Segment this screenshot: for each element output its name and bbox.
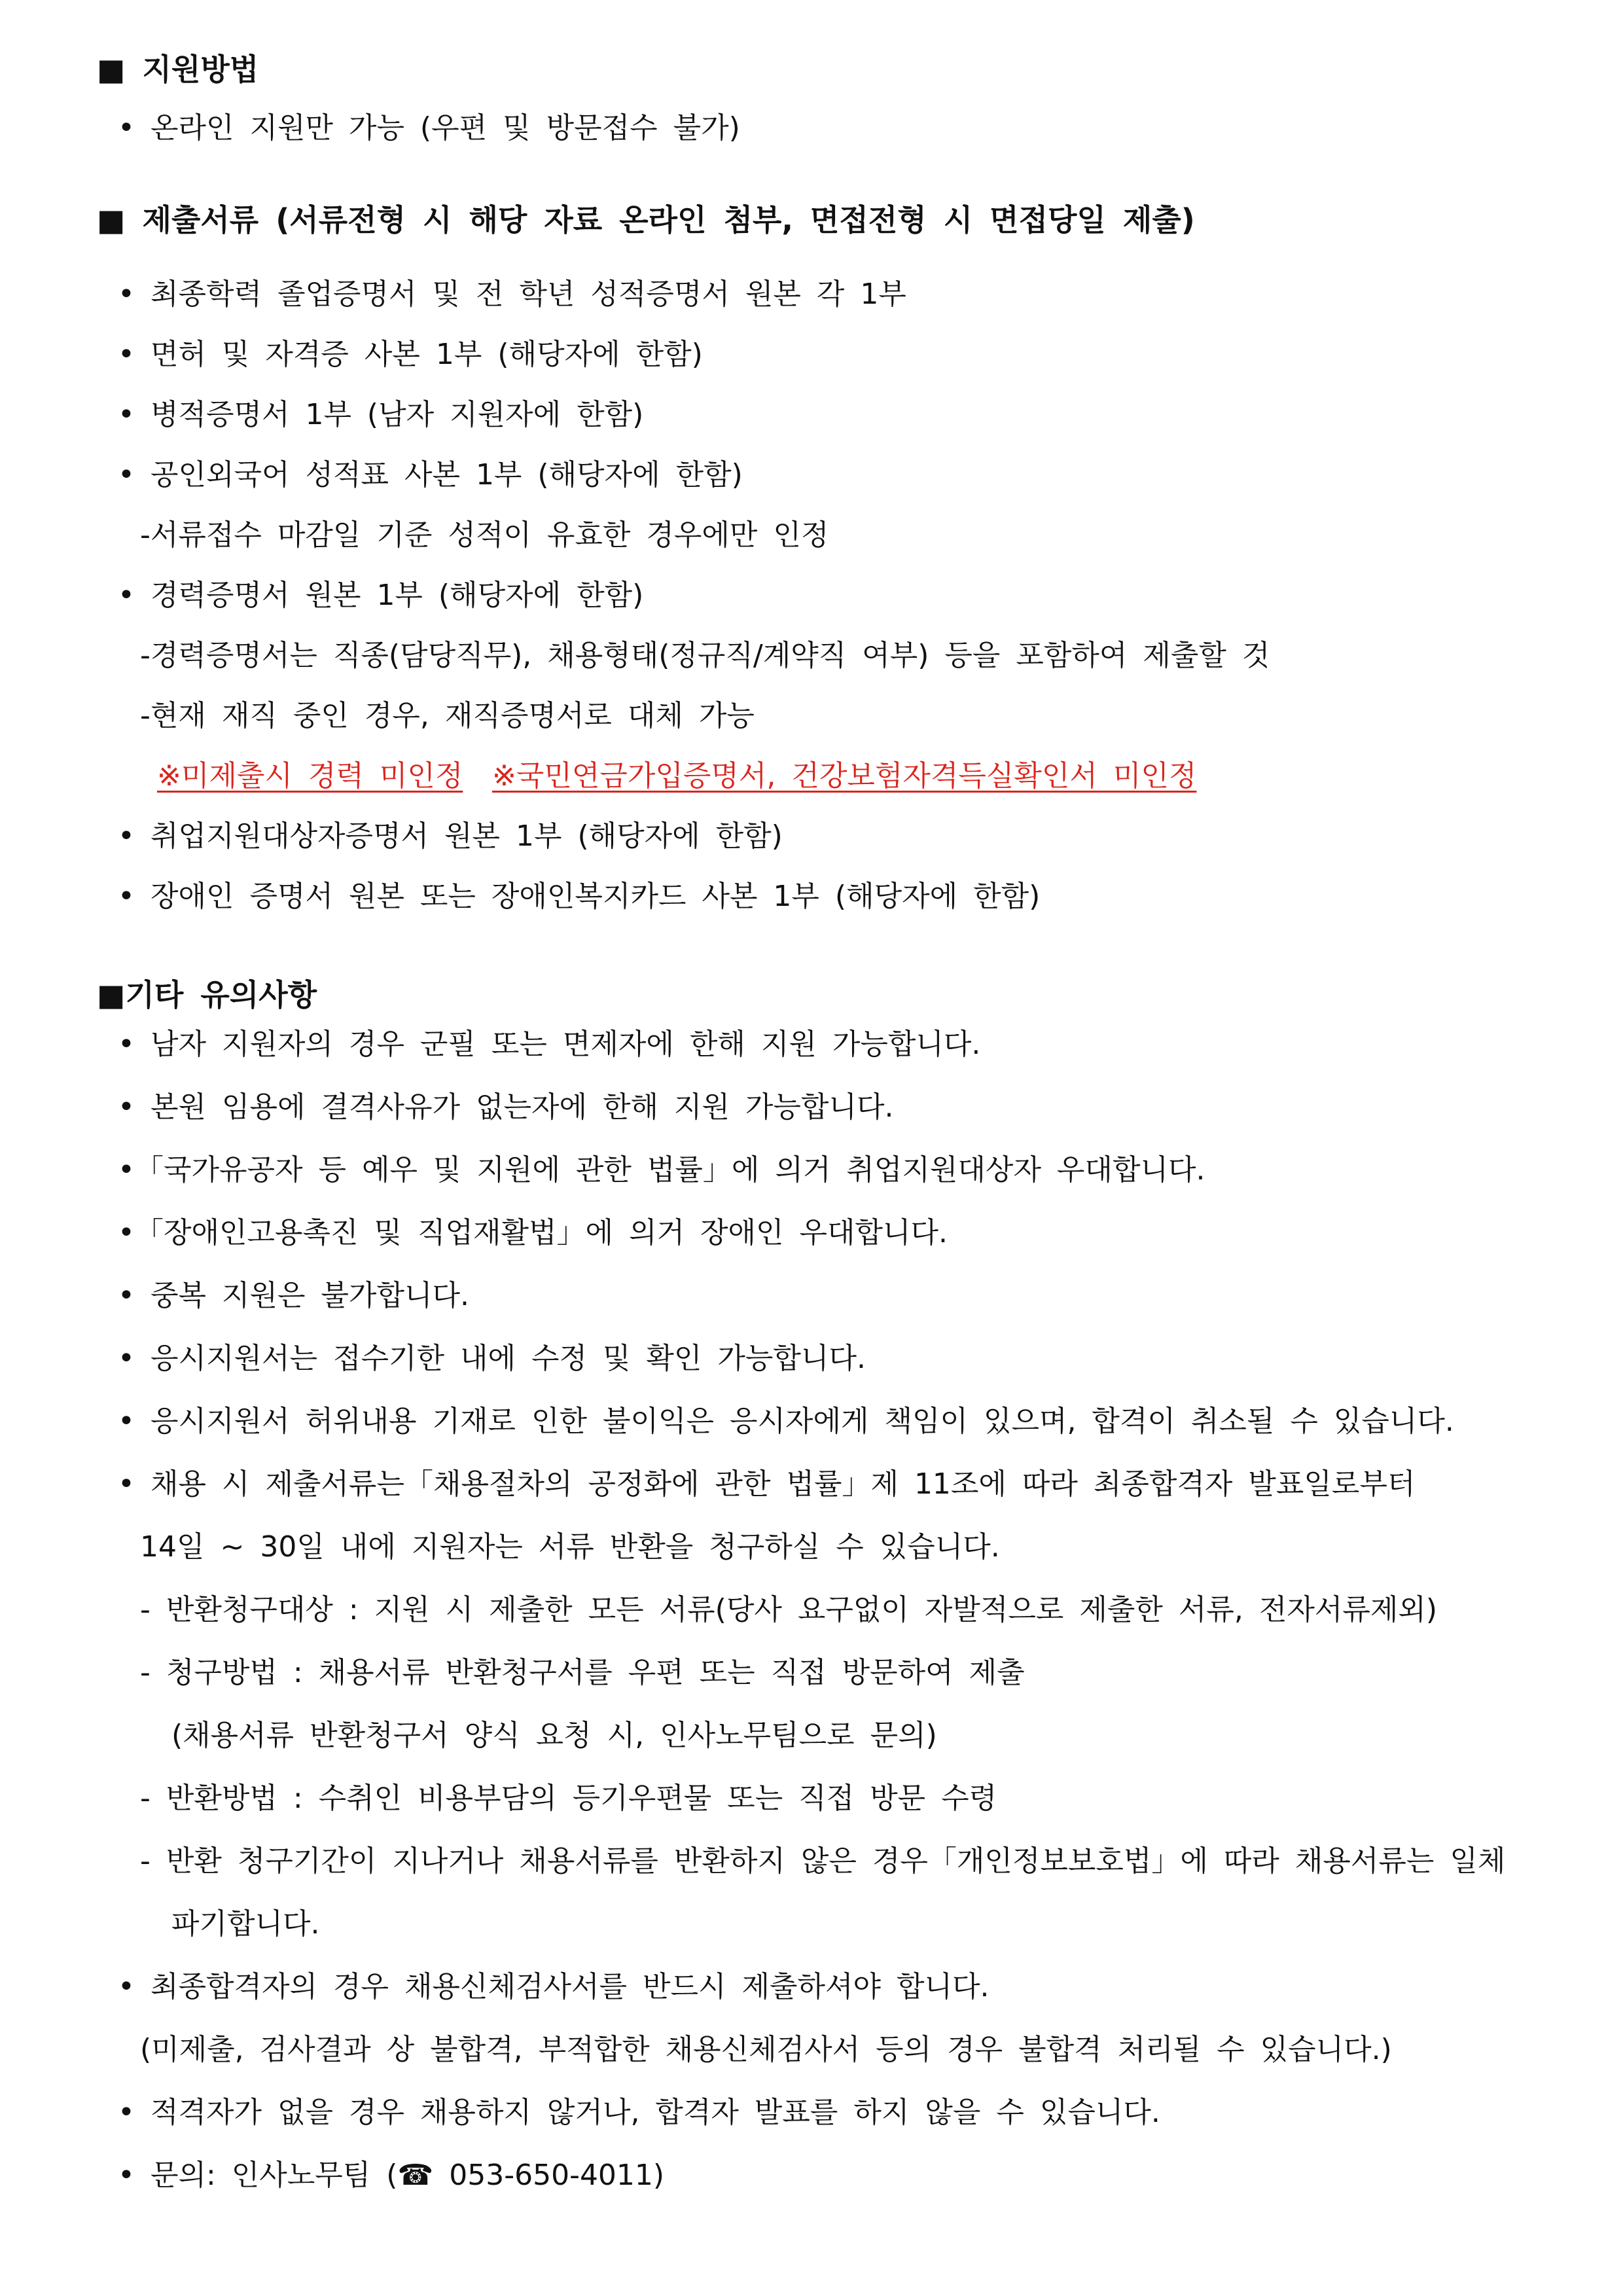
heading-text: 기타 유의사항 (125, 977, 317, 1013)
list-item: • 채용 시 제출서류는「채용절차의 공정화에 관한 법률」제 11조에 따라 최종합격자 발표일로부터 (118, 1467, 1416, 1501)
heading-text: 지원방법 (142, 52, 259, 87)
list-item-continuation: (미제출, 검사결과 상 불합격, 부적합한 채용신체검사서 등의 경우 불합격 처리될 수 있습니다.) (140, 2033, 1392, 2066)
list-subitem: -경력증명서는 직종(담당직무), 채용형태(정규직/계약직 여부) 등을 포함하여 제출할 것 (140, 639, 1270, 672)
list-item: •「국가유공자 등 예우 및 지원에 관한 법률」에 의거 취업지원대상자 우대합니다. (118, 1153, 1205, 1187)
list-item: • 취업지원대상자증명서 원본 1부 (해당자에 한함) (118, 819, 783, 853)
list-item: • 장애인 증명서 원본 또는 장애인복지카드 사본 1부 (해당자에 한함) (118, 880, 1041, 913)
list-subitem: - 청구방법 : 채용서류 반환청구서를 우편 또는 직접 방문하여 제출 (140, 1656, 1025, 1689)
list-item: •「장애인고용촉진 및 직업재활법」에 의거 장애인 우대합니다. (118, 1216, 948, 1249)
heading-square-marker: ■ (97, 52, 126, 87)
list-subitem: - 반환방법 : 수취인 비용부담의 등기우편물 또는 직접 방문 수령 (140, 1782, 997, 1815)
heading-square-marker: ■ (97, 977, 126, 1013)
list-item: • 본원 임용에 결격사유가 없는자에 한해 지원 가능합니다. (118, 1090, 894, 1124)
list-item: • 적격자가 없을 경우 채용하지 않거나, 합격자 발표를 하지 않을 수 있습니다. (118, 2096, 1160, 2129)
section-heading-notes (97, 975, 317, 1014)
section-heading-documents (97, 200, 1195, 240)
list-item: • 최종학력 졸업증명서 및 전 학년 성적증명서 원본 각 1부 (118, 278, 906, 311)
list-item: • 공인외국어 성적표 사본 1부 (해당자에 한함) (118, 458, 743, 492)
list-item: • 경력증명서 원본 1부 (해당자에 한함) (118, 579, 644, 612)
list-item: • 최종합격자의 경우 채용신체검사서를 반드시 제출하셔야 합니다. (118, 1970, 990, 2003)
list-item-continuation: 14일 ~ 30일 내에 지원자는 서류 반환을 청구하실 수 있습니다. (140, 1530, 1000, 1564)
section-heading-method (97, 50, 259, 89)
list-item: • 면허 및 자격증 사본 1부 (해당자에 한함) (118, 338, 703, 371)
heading-square-marker: ■ (97, 202, 126, 238)
list-subitem: -현재 재직 중인 경우, 재직증명서로 대체 가능 (140, 699, 755, 732)
list-item: • 병적증명서 1부 (남자 지원자에 한함) (118, 398, 644, 431)
list-item: • 응시지원서 허위내용 기재로 인한 불이익은 응시자에게 책임이 있으며, 합격이 취소될 수 있습니다. (118, 1405, 1454, 1438)
notice-career-not-recognized: ※미제출시 경력 미인정 (157, 759, 463, 793)
contact-line: • 문의: 인사노무팀 (☎ 053-650-4011) (118, 2159, 665, 2192)
list-subitem: - 반환 청구기간이 지나거나 채용서류를 반환하지 않은 경우「개인정보보호법」에 따라 채용서류는 일체 (140, 1844, 1506, 1878)
list-subitem-continuation: (채용서류 반환청구서 양식 요청 시, 인사노무팀으로 문의) (171, 1719, 937, 1752)
list-subitem-continuation: 파기합니다. (171, 1907, 320, 1941)
list-item: • 응시지원서는 접수기한 내에 수정 및 확인 가능합니다. (118, 1342, 866, 1375)
heading-text: 제출서류 (서류전형 시 해당 자료 온라인 첨부, 면접전형 시 면접당일 제출) (142, 202, 1195, 238)
list-subitem: - 반환청구대상 : 지원 시 제출한 모든 서류(당사 요구없이 자발적으로 제출한 서류, 전자서류제외) (140, 1593, 1438, 1626)
list-subitem: -서류접수 마감일 기준 성적이 유효한 경우에만 인정 (140, 518, 829, 552)
notice-insurance-not-recognized: ※국민연금가입증명서, 건강보험자격득실확인서 미인정 (492, 759, 1197, 793)
list-item: • 중복 지원은 불가합니다. (118, 1279, 469, 1312)
list-item: • 온라인 지원만 가능 (우편 및 방문접수 불가) (118, 111, 740, 145)
list-item: • 남자 지원자의 경우 군필 또는 면제자에 한해 지원 가능합니다. (118, 1028, 981, 1061)
